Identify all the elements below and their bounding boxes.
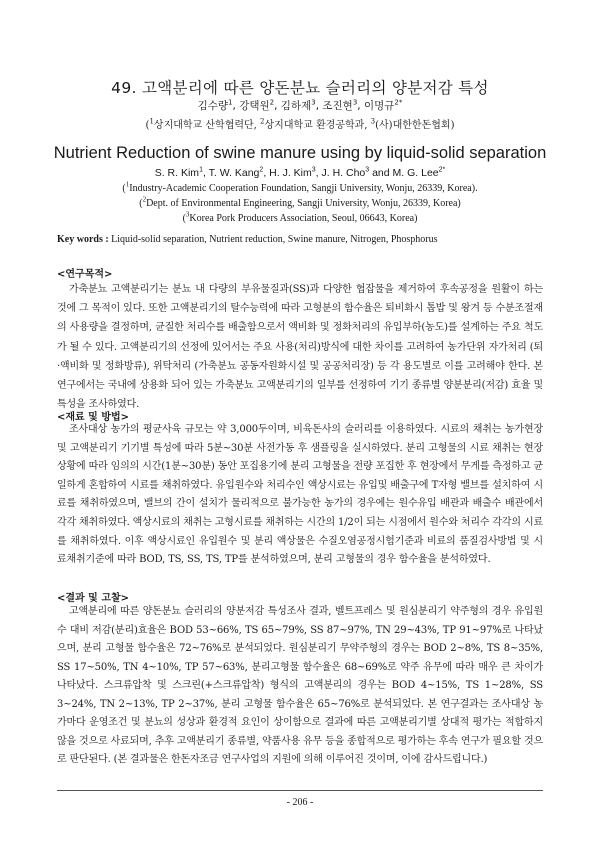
korean-author-list: 김수량$^1$, 강택원$^2$, 김하제$^3$, 조진현$^3$, 이명규$^{2*}$ <box>197 98 403 112</box>
author-en-affil-mark: 1 <box>199 166 203 174</box>
author-ko: 강택원 <box>239 100 270 112</box>
author-en-affil-mark: 3 <box>311 166 316 174</box>
section-body-methods: 조사대상 농가의 평균사육 규모는 약 3,000두이며, 비육돈사의 슬러리를 이용하였다. 시료의 채취는 농가현장 및 고액분리기 기기별 특성에 따라 5분~30분 사전가동 후 샘플링을 실시하였다. 분리 고형물의 시료 채취는 현장 상황에 따라 임의의 시간(1분~30분) 동안 포집용기에 분리 고형물을 전량 포집한 후 현장에서 무게를 측정하고 균일하게 혼합하여 시료를 채취하였다. 유입원수와 처리수인 액상시료는 유입및 배출구에 T자형 밸브를 설치하여 시료를 채취하였으며, 밸브의 간이 설치가 물리적으로 불가능한 농가의 경우에는 원수유입 배관과 배출수 배관에서 각각 채취하였다. 액상시료의 채취는 고형시료를 채취하는 시간의 1/2이 되는 시점에서 원수와 처리수 각각의 시료를 채취하였다. 이후 액상시료인 유입원수 및 분리 액상물은 수질오염공정시험기준과 비료의 품질검사방법 및 시료채취기준에 따라 BOD, TS, SS, TS, TP를 분석하였으며, 분리 고형물의 경우 함수율을 분석하였다. <box>57 424 543 566</box>
korean-affiliations: ($^1$상지대학교 산학협력단, $^2$상지대학교 환경공학과, $^3$(사)대한한돈협회) <box>145 117 455 131</box>
section-heading-purpose: <연구목적> <box>57 269 113 280</box>
author-ko-affil-mark: 3 <box>311 98 316 107</box>
english-title: Nutrient Reduction of swine manure using by liquid-solid separation <box>53 144 547 162</box>
author-en: M. G. Lee <box>392 167 439 179</box>
author-ko-affil-mark: 2 <box>269 98 275 107</box>
english-author-list: S. R. Kim$^1$, T. W. Kang$^2$, H. J. Kim$^3$, J. H. Cho$^3$ and M. G. Lee$^{2*}$ <box>154 166 446 179</box>
author-ko-affil-mark: 2* <box>394 98 403 107</box>
author-ko-affil-mark: 3 <box>352 98 358 107</box>
affil-ko-text: 상지대학교 산학협력단, <box>153 120 261 131</box>
affil-ko-text: 상지대학교 환경공학과, <box>264 120 371 131</box>
author-en: J. H. Cho <box>321 167 366 179</box>
affil-ko-mark: 2 <box>260 117 265 126</box>
author-ko: 조진현 <box>322 100 353 112</box>
affil-en-mark: 2 <box>142 195 147 204</box>
affil-en-mark: 1 <box>125 180 130 189</box>
page-number: - 206 - <box>286 797 314 808</box>
author-en-affil-mark: 2 <box>259 166 264 174</box>
english-affiliation-2: ($^2$Dept. of Environmental Engineering, Sangji University, Wonju, 26339, Korea) <box>139 195 461 209</box>
author-en-affil-mark: 3 <box>365 166 370 174</box>
affil-ko-text: (사)대한한돈협회 <box>375 120 451 131</box>
affil-ko-mark: 1 <box>149 117 154 126</box>
author-ko: 김수량 <box>197 100 229 112</box>
author-ko: 김하제 <box>280 100 312 112</box>
english-affiliation-3: ($^3$Korea Pork Producers Association, Seoul, 06643, Korea) <box>182 210 418 224</box>
keywords-line <box>57 234 557 245</box>
section-body-purpose: 가축분뇨 고액분리기는 분뇨 내 다량의 부유물질과(SS)과 다양한 협잡물을 제거하여 후속공정을 원활이 하는 것에 그 목적이 있다. 또한 고액분리기의 탈수능력에 따라 고형분의 함수율은 퇴비화시 톱밥 및 왕겨 등 수분조절재의 사용량을 결정하며, 균질한 처리수를 배출함으로서 액비화 및 정화처리의 유입부하(농도)를 설계하는 주요 척도가 될 수 있다. 고액분리기의 선정에 있어서는 주요 사용(처리)방식에 대한 차이를 고려하여 농가단위 자가처리 (퇴·액비화 및 정화방류), 위탁처리 (가축분뇨 공동자원화시설 및 공공처리장) 등 각 용도별로 이를 고려해야 한다. 본 연구에서는 국내에 상용화 되어 있는 가축분뇨 고액분리기의 일부를 선정하여 기기 종류별 양분분리(저감) 효율 및 특성을 조사하였다. <box>57 284 543 411</box>
korean-title: 49. 고액분리에 따른 양돈분뇨 슬러리의 양분저감 특성 <box>111 79 489 97</box>
author-ko: 이명규 <box>363 100 395 112</box>
footer-divider <box>57 790 543 791</box>
affil-en-text: Dept. of Environmental Engineering, Sangji University, Wonju, 26339, Korea) <box>146 198 461 209</box>
affil-ko-mark: 3 <box>370 117 376 126</box>
section-heading-results: <결과 및 고찰> <box>57 593 130 604</box>
keywords-label: Key words : <box>57 234 112 245</box>
affil-en-text: Industry-Academic Cooperation Foundation, Sangji University, Wonju, 26339, Korea). <box>129 183 478 194</box>
english-affiliation-1: ($^1$Industry-Academic Cooperation Foundation, Sangji University, Wonju, 26339, Korea). <box>122 180 478 194</box>
section-heading-methods: <재료 및 방법> <box>57 412 130 423</box>
author-en: H. J. Kim <box>269 167 312 179</box>
keywords-text: Liquid-solid separation, Nutrient reduction, Swine manure, Nitrogen, Phosphorus <box>111 234 438 245</box>
author-ko-affil-mark: 1 <box>228 98 233 107</box>
author-en: S. R. Kim <box>154 167 200 179</box>
author-en: T. W. Kang <box>208 167 260 179</box>
author-en-affil-mark: 2* <box>438 166 446 174</box>
affil-en-mark: 3 <box>185 210 190 219</box>
section-body-results: 고액분리에 따른 양돈분뇨 슬러리의 양분저감 특성조사 결과, 벨트프레스 및 원심분리기 약주형의 경우 유입원수 대비 저감(분리)효율은 BOD 53~66%, TS 65~79%, SS 87~97%, TN 29~43%, TP 91~97%로 나타났으며, 분리 고형물 함수율은 72~76%로 분석되었다. 원심분리기 무약주형의 경우는 BOD 2~8%, TS 8~35%, SS 17~50%, TN 4~10%, TP 57~63%, 분리고형물 함수율은 68~69%로 약주 유무에 따라 매우 큰 차이가 나타났다. 스크류압착 및 스크린(+스크류압착) 형식의 고액분리의 경우는 BOD 4~15%, TS 1~28%, SS 3~24%, TN 2~13%, TP 2~37%, 분리 고형물 함수율은 65~76%로 분석되었다. 본 연구결과는 조사대상 농가마다 운영조건 및 분뇨의 성상과 환경적 요인이 상이함으로 결과에 따른 고액분리기별 상대적 평가는 적합하지 않을 것으로 사료되며, 추후 고액분리기 종류별, 약품사용 유무 등을 종합적으로 평가하는 후속 연구가 필요할 것으로 판단된다. (본 결과물은 한돈자조금 연구사업의 지원에 의해 이루어진 것이며, 이에 감사드립니다.) <box>57 606 543 765</box>
affil-en-text: Korea Pork Producers Association, Seoul, 06643, Korea) <box>189 213 418 224</box>
